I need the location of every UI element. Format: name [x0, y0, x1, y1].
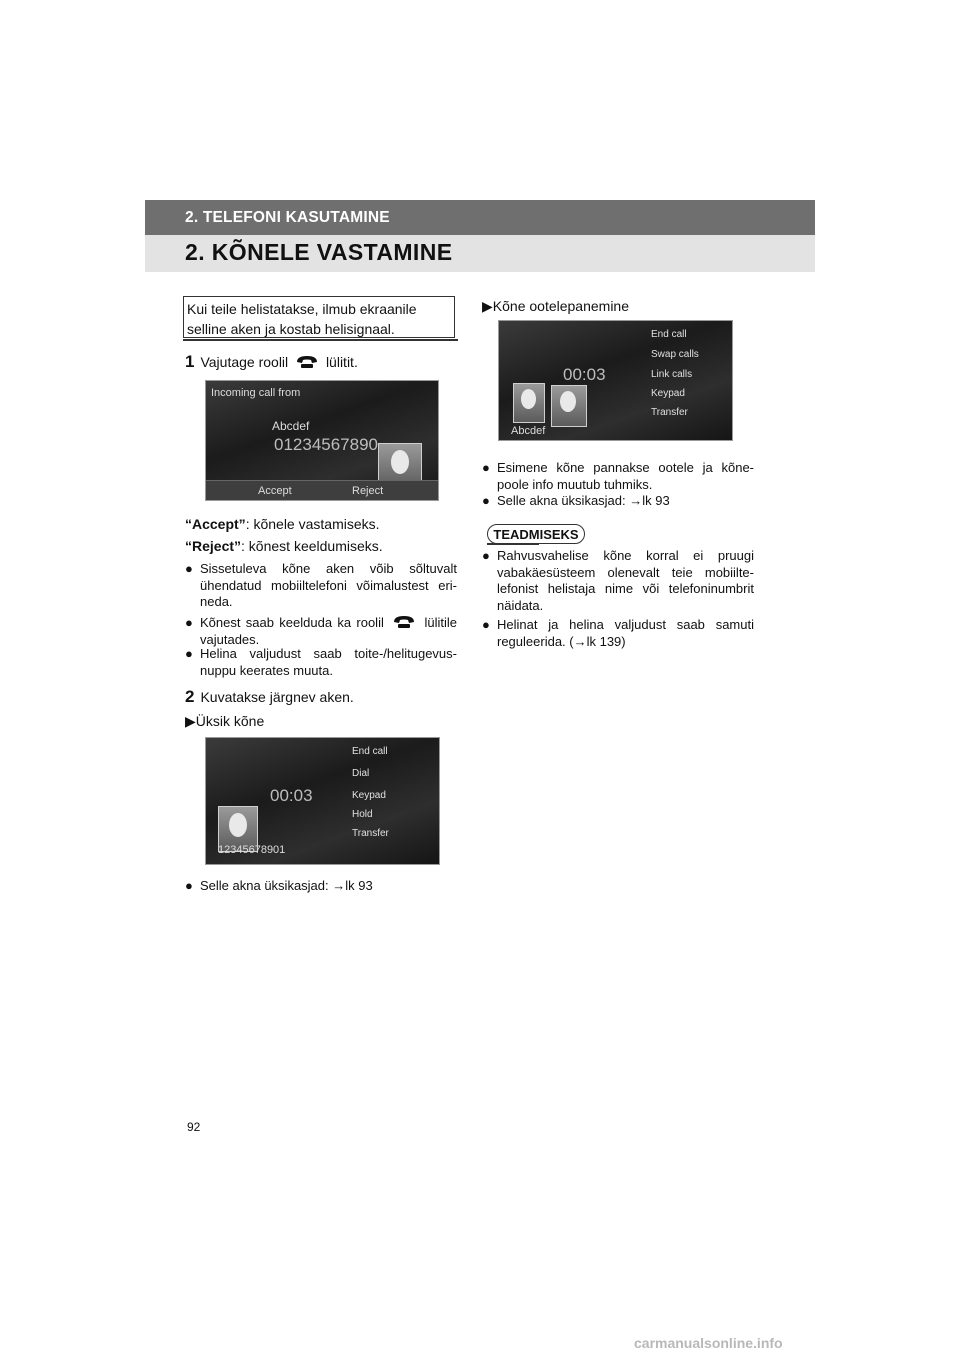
- incoming-call-screen: [205, 380, 439, 501]
- bullet-left-2: [185, 615, 457, 648]
- step-2-text: Kuvatakse järgnev aken.: [200, 689, 354, 705]
- info-label: TEADMISEKS: [487, 524, 585, 544]
- bullet-left-2-before: Kõnest saab keelduda ka roolil: [200, 615, 384, 630]
- reject-definition: [185, 537, 383, 556]
- bullet-single-details-text: Selle akna üksikasjad: →lk 93: [200, 878, 373, 893]
- page-number: 92: [187, 1120, 201, 1134]
- caller-head: [391, 450, 409, 474]
- bullet-dot-icon: ●: [185, 646, 193, 661]
- watermark: carmanualsonline.info: [634, 1335, 783, 1351]
- caller-head: [229, 813, 247, 837]
- subheading-single-call: [185, 712, 264, 731]
- accept-term: “Accept”: [185, 516, 246, 532]
- bullet-single-details: [185, 878, 457, 895]
- section-header: [145, 200, 815, 235]
- info-label-underline: [487, 543, 539, 545]
- bullet-dot-icon: ●: [185, 615, 193, 630]
- menu-dial[interactable]: Dial: [352, 768, 370, 779]
- section-title: 2. TELEFONI KASUTAMINE: [185, 209, 390, 226]
- step-1-text-before: Vajutage roolil: [200, 354, 289, 370]
- arrow-right-icon: ▶: [482, 298, 493, 314]
- accept-desc: : kõnele vastamiseks.: [245, 516, 380, 532]
- bullet-dot-icon: ●: [185, 878, 193, 893]
- step-1-number: 1: [185, 352, 195, 371]
- bullet-dot-icon: ●: [185, 561, 193, 576]
- reject-button[interactable]: Reject: [352, 485, 384, 497]
- caller-head: [521, 389, 536, 409]
- step-2: [185, 687, 354, 707]
- menu-end-call[interactable]: End call: [651, 329, 687, 340]
- page-title-band: [145, 235, 815, 272]
- bullet-left-3: [185, 646, 457, 679]
- menu-transfer[interactable]: Transfer: [651, 407, 688, 418]
- page-title: 2. KÕNELE VASTAMINE: [185, 239, 453, 265]
- info-dot-icon: ●: [482, 617, 490, 632]
- info-item-2-text: Helinat ja helina valjudust saab samuti reguleerida. (→lk 139): [497, 617, 754, 649]
- subheading-hold-text: Kõne ootelepanemine: [492, 298, 630, 314]
- single-call-number: 12345678901: [218, 844, 286, 856]
- caller-head: [560, 391, 576, 412]
- accept-definition: [185, 515, 380, 534]
- reject-term: “Reject”: [185, 538, 242, 554]
- hold-call-name: Abcdef: [511, 425, 546, 437]
- hold-call-screen: [498, 320, 733, 441]
- screen-incoming-title: Incoming call from: [211, 387, 301, 399]
- arrow-right-icon: ▶: [185, 713, 196, 729]
- menu-keypad[interactable]: Keypad: [651, 388, 685, 399]
- menu-transfer[interactable]: Transfer: [352, 828, 389, 839]
- bullet-right-1: [482, 460, 754, 493]
- caller-photo-held: [513, 383, 545, 423]
- screen-caller-number: 01234567890: [274, 435, 379, 454]
- step-1-text-after: lülitit.: [325, 354, 358, 370]
- screen-caller-name: Abcdef: [272, 419, 310, 433]
- phone-handset-icon: [295, 355, 319, 369]
- single-call-timer: 00:03: [270, 786, 313, 805]
- bullet-dot-icon: ●: [482, 460, 490, 475]
- info-dot-icon: ●: [482, 548, 490, 563]
- menu-link-calls[interactable]: Link calls: [651, 369, 693, 380]
- bullet-left-1: [185, 561, 457, 611]
- single-call-screen: [205, 737, 440, 865]
- step-2-number: 2: [185, 687, 195, 706]
- info-item-1: [482, 548, 754, 614]
- step-1: [185, 352, 457, 372]
- bullet-left-3-text: Helina valjudust saab toite-/helitugevus-nuppu keerates muuta.: [200, 646, 457, 678]
- menu-swap-calls[interactable]: Swap calls: [651, 349, 699, 360]
- incoming-button-bar: [206, 480, 438, 501]
- intro-box: Kui teile helistatakse, ilmub ekraanile selline aken ja kostab helisignaal.: [183, 296, 455, 338]
- menu-keypad[interactable]: Keypad: [352, 790, 386, 801]
- info-item-2: [482, 617, 754, 650]
- caller-photo-active: [551, 385, 587, 427]
- info-item-1-text: Rahvusvahelise kõne korral ei pruugi vabakäesüsteem olenevalt teie mobiilte-lefonist helistaja nime või telefoninumbrit näidata.: [497, 548, 754, 613]
- bullet-dot-icon: ●: [482, 493, 490, 508]
- intro-underline: [183, 339, 458, 341]
- phone-handset-icon: [392, 615, 416, 629]
- bullet-left-2-after: lülitile vajutades.: [200, 615, 457, 647]
- subheading-single-text: Üksik kõne: [195, 713, 265, 729]
- menu-hold[interactable]: Hold: [352, 809, 373, 820]
- reject-desc: : kõnest keeldumiseks.: [241, 538, 383, 554]
- bullet-right-2: [482, 493, 754, 510]
- accept-button[interactable]: Accept: [258, 485, 292, 497]
- subheading-hold-call: [482, 297, 629, 316]
- hold-call-timer: 00:03: [563, 365, 606, 384]
- bullet-right-2-text: Selle akna üksikasjad: →lk 93: [497, 493, 670, 508]
- bullet-left-1-text: Sissetuleva kõne aken võib sõltuvalt ühendatud mobiiltelefoni võimalustest eri-neda.: [200, 561, 457, 609]
- bullet-right-1-text: Esimene kõne pannakse ootele ja kõne-poole info muutub tuhmiks.: [497, 460, 754, 492]
- menu-end-call[interactable]: End call: [352, 746, 388, 757]
- bullet-left-2-text: [200, 615, 457, 648]
